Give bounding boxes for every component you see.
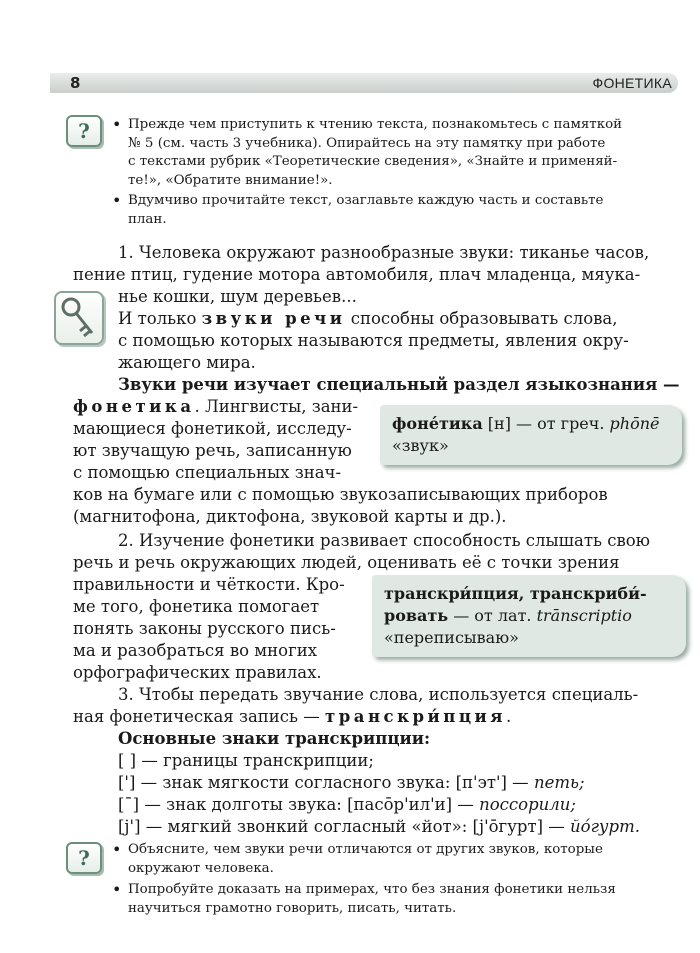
sign-item: [j'] — мягкий звонкий согласный «йот»: [j'ōгурт] — йо́гурт. <box>118 817 640 836</box>
intro-tasks <box>110 116 680 229</box>
term-phonetics: фонетика <box>73 397 195 416</box>
sign-item: [¯] — знак долготы звука: [пасо̄р'ил'и] — поссорили; <box>118 795 576 814</box>
p2-line: ют звучащую речь, записанную <box>73 441 352 460</box>
etymology-note-phonetics: фоне́тика [н] — от греч. phōnē «звук» <box>380 405 682 465</box>
page-header-bar <box>50 73 678 93</box>
p2-line: Звуки речи изучает специальный раздел языкознания — <box>118 375 680 394</box>
p2-line: (магнитофона, диктофона, звуковой карты и др.). <box>73 507 507 526</box>
p1-line: И только звуки речи способны образовывать слова, <box>118 309 618 328</box>
p2-line: фонетика. Лингвисты, зани- <box>73 397 359 416</box>
end-tasks <box>110 841 680 918</box>
task-item: • Объясните, чем звуки речи отличаются от других звуков, которые окружают человека. <box>110 841 680 878</box>
term-transcription: транскри́пция <box>325 707 506 726</box>
question-icon: ? <box>66 842 102 874</box>
p1-line: нье кошки, шум деревьев... <box>118 287 357 306</box>
p3-line: 2. Изучение фонетики развивает способность слышать свою <box>118 531 651 550</box>
p4-line: 3. Чтобы передать звучание слова, используется специаль- <box>118 685 639 704</box>
p3-line: ме того, фонетика помогает <box>73 597 320 616</box>
p3-line: ма и разобраться во многих <box>73 641 318 660</box>
term-sounds-of-speech: звуки речи <box>201 309 346 328</box>
p3-line: правильности и чёткости. Кро- <box>73 575 345 594</box>
sign-item: ['] — знак мягкости согласного звука: [п'эт'] — петь; <box>118 773 585 792</box>
question-icon: ? <box>66 115 102 147</box>
p1-line: 1. Человека окружают разнообразные звуки: тиканье часов, <box>118 243 650 262</box>
p3-line: понять законы русского пись- <box>73 619 336 638</box>
p3-line: орфографических правилах. <box>73 663 322 682</box>
section-title: ФОНЕТИКА <box>592 75 672 91</box>
p3-line: речь и речь окружающих людей, оценивать её с точки зрения <box>73 553 620 572</box>
p2-line: ков на бумаге или с помощью звукозаписывающих приборов <box>73 485 608 504</box>
sign-item: [ ] — границы транскрипции; <box>118 751 374 770</box>
key-icon <box>54 291 104 345</box>
p1-line: жающего мира. <box>118 353 256 372</box>
p2-line: мающиеся фонетикой, исследу- <box>73 419 352 438</box>
signs-heading: Основные знаки транскрипции: <box>118 729 431 748</box>
p1-line: с помощью которых называются предметы, явления окру- <box>118 331 629 350</box>
p4-line: ная фонетическая запись — транскри́пция. <box>73 707 512 726</box>
key-icon-graphic <box>56 293 102 343</box>
p2-line: с помощью специальных знач- <box>73 463 342 482</box>
etymology-note-transcription: транскри́пция, транскриби́- ровать — от лат. trānscriptio «переписываю» <box>372 575 686 657</box>
page-number: 8 <box>70 74 81 92</box>
task-item: • Прежде чем приступить к чтению текста, познакомьтесь с памяткой № 5 (см. часть 3 учебника). Опирайтесь на эту памятку при работе с текстами рубрик «Теоретические сведения», «Знайте и применяй- те!», «Обратите внимание!». <box>110 116 680 190</box>
task-item: • Вдумчиво прочитайте текст, озаглавьте каждую часть и составьте план. <box>110 192 680 229</box>
p1-line: пение птиц, гудение мотора автомобиля, плач младенца, мяука- <box>73 265 641 284</box>
task-item: • Попробуйте доказать на примерах, что без знания фонетики нельзя научиться грамотно говорить, писать, читать. <box>110 881 680 918</box>
